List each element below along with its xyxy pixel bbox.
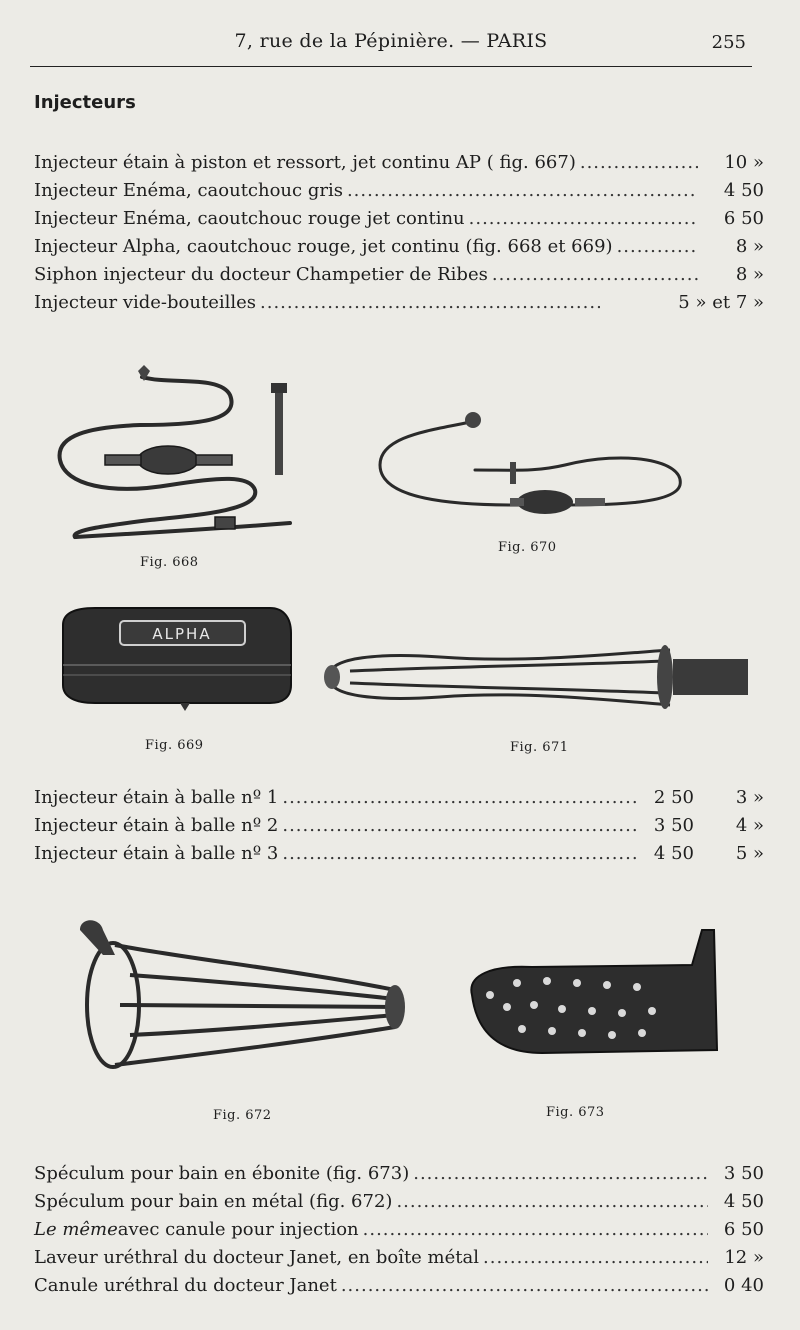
- figure-672-caption: Fig. 672: [213, 1108, 272, 1123]
- price-row: [34, 815, 764, 843]
- item-price: 6 50: [723, 1219, 764, 1240]
- leader-dots: [580, 152, 698, 173]
- figure-670-illustration: [375, 410, 695, 525]
- price-row: [34, 292, 764, 320]
- alpha-label: ALPHA: [152, 625, 212, 643]
- item-label: Canule uréthral du docteur Janet: [34, 1275, 337, 1296]
- price-row: [34, 1163, 764, 1191]
- leader-dots: [282, 843, 640, 864]
- page-number: 255: [711, 32, 746, 53]
- leader-dots: [396, 1191, 708, 1212]
- price-row: [34, 152, 764, 180]
- item-price: 8 »: [735, 264, 764, 285]
- item-label: Spéculum pour bain en ébonite (fig. 673): [34, 1163, 410, 1184]
- item-price: 12 »: [724, 1247, 764, 1268]
- item-price: 2 50: [653, 787, 694, 808]
- item-label: Injecteur étain à piston et ressort, jet continu AP ( fig. 667): [34, 152, 576, 173]
- leader-dots: [347, 180, 698, 201]
- leader-dots: [483, 1247, 708, 1268]
- injecteurs-price-list: [34, 152, 764, 320]
- item-label: Injecteur vide-bouteilles: [34, 292, 257, 313]
- item-label: Injecteur Enéma, caoutchouc gris: [34, 180, 343, 201]
- price-row: [34, 180, 764, 208]
- speculum-price-list: [34, 1163, 764, 1303]
- figure-669-caption: Fig. 669: [145, 738, 204, 753]
- item-price: 6 50: [723, 208, 764, 229]
- item-label: Injecteur Alpha, caoutchouc rouge, jet continu (fig. 668 et 669): [34, 236, 613, 257]
- item-price: 8 »: [735, 236, 764, 257]
- figure-673-illustration: [462, 925, 724, 1060]
- leader-dots: [341, 1275, 708, 1296]
- price-row: [34, 1247, 764, 1275]
- leader-dots: [617, 236, 698, 257]
- section-title: Injecteurs: [34, 92, 136, 113]
- leader-dots: [282, 815, 640, 836]
- item-price: 3 50: [653, 815, 694, 836]
- figure-672-illustration: [75, 915, 410, 1080]
- figure-671-caption: Fig. 671: [510, 740, 569, 755]
- price-row: [34, 264, 764, 292]
- leader-dots: [413, 1163, 708, 1184]
- item-price: 10 »: [724, 152, 764, 173]
- item-label: avec canule pour injection: [117, 1219, 359, 1240]
- balle-price-list: [34, 787, 764, 871]
- figure-673-caption: Fig. 673: [546, 1105, 605, 1120]
- item-label-italic: Le même: [34, 1219, 118, 1240]
- price-row: [34, 208, 764, 236]
- item-label: Siphon injecteur du docteur Champetier de Ribes: [34, 264, 488, 285]
- price-row: [34, 1219, 764, 1247]
- figure-670-caption: Fig. 670: [498, 540, 557, 555]
- leader-dots: [469, 208, 698, 229]
- item-label: Laveur uréthral du docteur Janet, en boîte métal: [34, 1247, 479, 1268]
- item-label: Injecteur étain à balle nº 3: [34, 843, 279, 864]
- item-price: 5 » et 7 »: [678, 292, 764, 313]
- item-price-alt: 4 »: [735, 815, 764, 836]
- price-row: [34, 1275, 764, 1303]
- price-row: [34, 1191, 764, 1219]
- price-row: [34, 787, 764, 815]
- item-label: Injecteur Enéma, caoutchouc rouge jet continu: [34, 208, 465, 229]
- leader-dots: [260, 292, 600, 313]
- item-price: 4 50: [723, 1191, 764, 1212]
- running-head: [30, 30, 752, 67]
- leader-dots: [363, 1219, 708, 1240]
- item-label: Injecteur étain à balle nº 2: [34, 815, 279, 836]
- item-price-alt: 3 »: [735, 787, 764, 808]
- price-row: [34, 236, 764, 264]
- leader-dots: [282, 787, 640, 808]
- figure-668-caption: Fig. 668: [140, 555, 199, 570]
- leader-dots: [492, 264, 698, 285]
- figure-668-illustration: [50, 365, 310, 545]
- item-price-alt: 5 »: [735, 843, 764, 864]
- figure-671-illustration: [320, 635, 750, 720]
- item-label: Spéculum pour bain en métal (fig. 672): [34, 1191, 393, 1212]
- item-price: 4 50: [653, 843, 694, 864]
- figure-669-illustration: [55, 605, 295, 710]
- running-head-title: 7, rue de la Pépinière. — PARIS: [234, 30, 548, 52]
- item-label: Injecteur étain à balle nº 1: [34, 787, 279, 808]
- item-price: 4 50: [723, 180, 764, 201]
- item-price: 0 40: [723, 1275, 764, 1296]
- price-row: [34, 843, 764, 871]
- item-price: 3 50: [723, 1163, 764, 1184]
